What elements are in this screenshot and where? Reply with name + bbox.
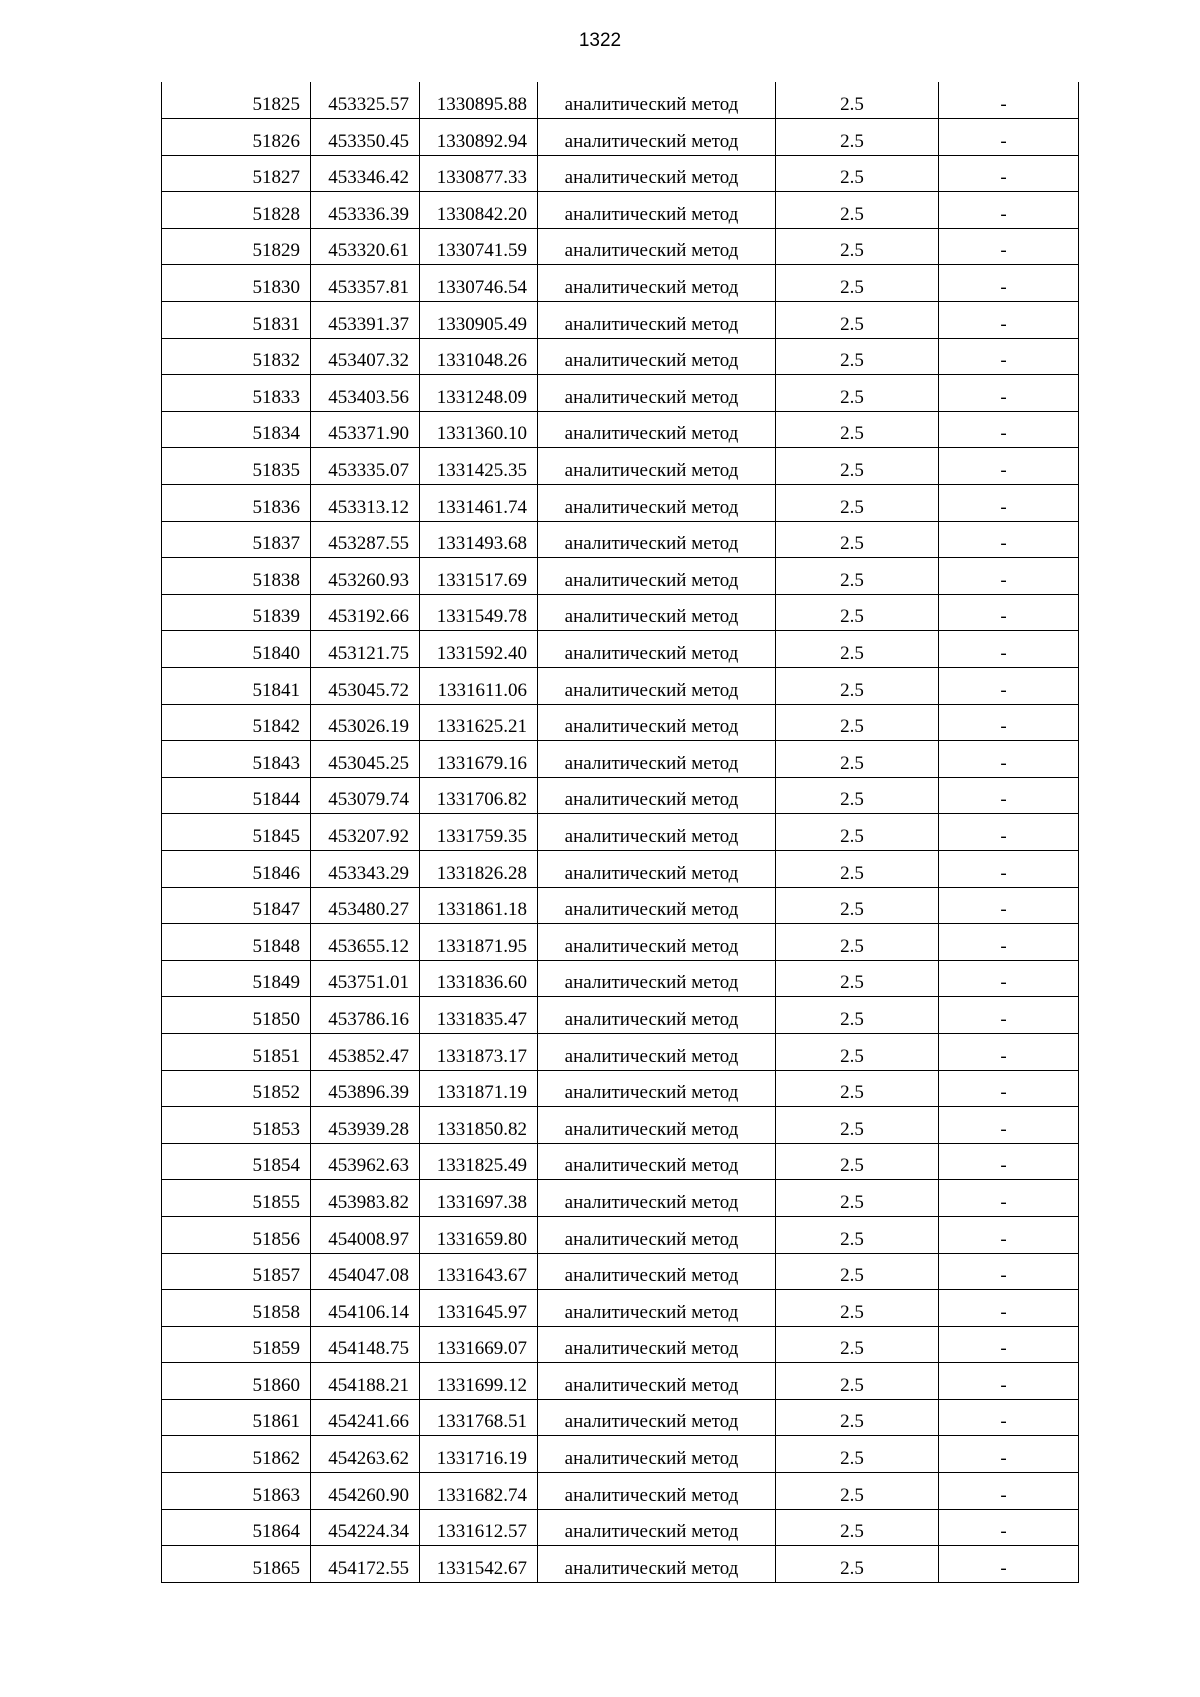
table-row (162, 1399, 1079, 1436)
point-number-cell: 51845 (162, 814, 311, 851)
note-cell: - (939, 192, 1079, 229)
method-cell: аналитический метод (538, 228, 776, 265)
y-coordinate-cell: 1331248.09 (420, 375, 538, 412)
x-coordinate-cell: 453121.75 (311, 631, 420, 668)
y-coordinate-cell: 1331643.67 (420, 1253, 538, 1290)
y-coordinate-cell: 1331669.07 (420, 1326, 538, 1363)
table-row (162, 302, 1079, 339)
x-coordinate-cell: 453079.74 (311, 777, 420, 814)
point-number-cell: 51856 (162, 1216, 311, 1253)
point-number-cell: 51862 (162, 1436, 311, 1473)
note-cell: - (939, 485, 1079, 522)
accuracy-cell: 2.5 (776, 119, 939, 156)
table-row (162, 704, 1079, 741)
y-coordinate-cell: 1331836.60 (420, 960, 538, 997)
note-cell: - (939, 1143, 1079, 1180)
accuracy-cell: 2.5 (776, 375, 939, 412)
point-number-cell: 51850 (162, 997, 311, 1034)
method-cell: аналитический метод (538, 448, 776, 485)
note-cell: - (939, 1473, 1079, 1510)
y-coordinate-cell: 1331871.95 (420, 924, 538, 961)
point-number-cell: 51847 (162, 887, 311, 924)
method-cell: аналитический метод (538, 814, 776, 851)
note-cell: - (939, 887, 1079, 924)
note-cell: - (939, 1070, 1079, 1107)
table-row (162, 1509, 1079, 1546)
point-number-cell: 51827 (162, 155, 311, 192)
point-number-cell: 51826 (162, 119, 311, 156)
note-cell: - (939, 1033, 1079, 1070)
note-cell: - (939, 1290, 1079, 1327)
point-number-cell: 51844 (162, 777, 311, 814)
method-cell: аналитический метод (538, 1253, 776, 1290)
method-cell: аналитический метод (538, 265, 776, 302)
point-number-cell: 51849 (162, 960, 311, 997)
x-coordinate-cell: 453407.32 (311, 338, 420, 375)
method-cell: аналитический метод (538, 485, 776, 522)
x-coordinate-cell: 453192.66 (311, 594, 420, 631)
x-coordinate-cell: 453357.81 (311, 265, 420, 302)
table-row (162, 448, 1079, 485)
accuracy-cell: 2.5 (776, 1070, 939, 1107)
y-coordinate-cell: 1331625.21 (420, 704, 538, 741)
note-cell: - (939, 521, 1079, 558)
y-coordinate-cell: 1331425.35 (420, 448, 538, 485)
y-coordinate-cell: 1331850.82 (420, 1107, 538, 1144)
method-cell: аналитический метод (538, 1107, 776, 1144)
y-coordinate-cell: 1330842.20 (420, 192, 538, 229)
accuracy-cell: 2.5 (776, 485, 939, 522)
method-cell: аналитический метод (538, 850, 776, 887)
method-cell: аналитический метод (538, 668, 776, 705)
method-cell: аналитический метод (538, 594, 776, 631)
y-coordinate-cell: 1330895.88 (420, 82, 538, 119)
point-number-cell: 51853 (162, 1107, 311, 1144)
method-cell: аналитический метод (538, 924, 776, 961)
point-number-cell: 51863 (162, 1473, 311, 1510)
accuracy-cell: 2.5 (776, 192, 939, 229)
x-coordinate-cell: 453350.45 (311, 119, 420, 156)
x-coordinate-cell: 453320.61 (311, 228, 420, 265)
y-coordinate-cell: 1331645.97 (420, 1290, 538, 1327)
note-cell: - (939, 338, 1079, 375)
x-coordinate-cell: 453045.25 (311, 741, 420, 778)
note-cell: - (939, 1253, 1079, 1290)
table-row (162, 741, 1079, 778)
y-coordinate-cell: 1331871.19 (420, 1070, 538, 1107)
table-row (162, 119, 1079, 156)
table-row (162, 1216, 1079, 1253)
note-cell: - (939, 1216, 1079, 1253)
y-coordinate-cell: 1331682.74 (420, 1473, 538, 1510)
point-number-cell: 51861 (162, 1399, 311, 1436)
x-coordinate-cell: 453045.72 (311, 668, 420, 705)
accuracy-cell: 2.5 (776, 558, 939, 595)
x-coordinate-cell: 453343.29 (311, 850, 420, 887)
x-coordinate-cell: 454008.97 (311, 1216, 420, 1253)
table-row (162, 1253, 1079, 1290)
x-coordinate-cell: 453346.42 (311, 155, 420, 192)
x-coordinate-cell: 453655.12 (311, 924, 420, 961)
accuracy-cell: 2.5 (776, 1399, 939, 1436)
table-row (162, 521, 1079, 558)
x-coordinate-cell: 453336.39 (311, 192, 420, 229)
point-number-cell: 51837 (162, 521, 311, 558)
note-cell: - (939, 558, 1079, 595)
accuracy-cell: 2.5 (776, 1546, 939, 1583)
table-row (162, 155, 1079, 192)
method-cell: аналитический метод (538, 1180, 776, 1217)
point-number-cell: 51859 (162, 1326, 311, 1363)
y-coordinate-cell: 1331549.78 (420, 594, 538, 631)
table-row (162, 375, 1079, 412)
y-coordinate-cell: 1330892.94 (420, 119, 538, 156)
accuracy-cell: 2.5 (776, 1180, 939, 1217)
y-coordinate-cell: 1331611.06 (420, 668, 538, 705)
point-number-cell: 51854 (162, 1143, 311, 1180)
method-cell: аналитический метод (538, 1290, 776, 1327)
table-row (162, 485, 1079, 522)
y-coordinate-cell: 1331542.67 (420, 1546, 538, 1583)
accuracy-cell: 2.5 (776, 814, 939, 851)
accuracy-cell: 2.5 (776, 82, 939, 119)
note-cell: - (939, 924, 1079, 961)
accuracy-cell: 2.5 (776, 521, 939, 558)
y-coordinate-cell: 1331679.16 (420, 741, 538, 778)
y-coordinate-cell: 1331697.38 (420, 1180, 538, 1217)
x-coordinate-cell: 453335.07 (311, 448, 420, 485)
point-number-cell: 51839 (162, 594, 311, 631)
method-cell: аналитический метод (538, 1070, 776, 1107)
accuracy-cell: 2.5 (776, 924, 939, 961)
note-cell: - (939, 1180, 1079, 1217)
method-cell: аналитический метод (538, 192, 776, 229)
accuracy-cell: 2.5 (776, 338, 939, 375)
accuracy-cell: 2.5 (776, 1363, 939, 1400)
point-number-cell: 51848 (162, 924, 311, 961)
note-cell: - (939, 448, 1079, 485)
accuracy-cell: 2.5 (776, 1473, 939, 1510)
point-number-cell: 51855 (162, 1180, 311, 1217)
note-cell: - (939, 119, 1079, 156)
point-number-cell: 51846 (162, 850, 311, 887)
accuracy-cell: 2.5 (776, 1436, 939, 1473)
method-cell: аналитический метод (538, 1033, 776, 1070)
x-coordinate-cell: 454172.55 (311, 1546, 420, 1583)
x-coordinate-cell: 453480.27 (311, 887, 420, 924)
y-coordinate-cell: 1331360.10 (420, 411, 538, 448)
x-coordinate-cell: 453391.37 (311, 302, 420, 339)
point-number-cell: 51828 (162, 192, 311, 229)
note-cell: - (939, 668, 1079, 705)
accuracy-cell: 2.5 (776, 594, 939, 631)
accuracy-cell: 2.5 (776, 668, 939, 705)
table-row (162, 594, 1079, 631)
accuracy-cell: 2.5 (776, 887, 939, 924)
note-cell: - (939, 1509, 1079, 1546)
method-cell: аналитический метод (538, 777, 776, 814)
note-cell: - (939, 850, 1079, 887)
accuracy-cell: 2.5 (776, 1216, 939, 1253)
method-cell: аналитический метод (538, 887, 776, 924)
method-cell: аналитический метод (538, 1509, 776, 1546)
y-coordinate-cell: 1330877.33 (420, 155, 538, 192)
method-cell: аналитический метод (538, 631, 776, 668)
method-cell: аналитический метод (538, 1436, 776, 1473)
table-row (162, 814, 1079, 851)
note-cell: - (939, 375, 1079, 412)
table-row (162, 1107, 1079, 1144)
table-row (162, 1326, 1079, 1363)
note-cell: - (939, 997, 1079, 1034)
method-cell: аналитический метод (538, 741, 776, 778)
method-cell: аналитический метод (538, 1546, 776, 1583)
y-coordinate-cell: 1331592.40 (420, 631, 538, 668)
coordinates-table (161, 82, 1079, 1583)
accuracy-cell: 2.5 (776, 1107, 939, 1144)
x-coordinate-cell: 454263.62 (311, 1436, 420, 1473)
note-cell: - (939, 1436, 1079, 1473)
y-coordinate-cell: 1330905.49 (420, 302, 538, 339)
method-cell: аналитический метод (538, 1216, 776, 1253)
method-cell: аналитический метод (538, 119, 776, 156)
table-row (162, 887, 1079, 924)
x-coordinate-cell: 453313.12 (311, 485, 420, 522)
point-number-cell: 51852 (162, 1070, 311, 1107)
x-coordinate-cell: 453962.63 (311, 1143, 420, 1180)
y-coordinate-cell: 1330746.54 (420, 265, 538, 302)
method-cell: аналитический метод (538, 704, 776, 741)
point-number-cell: 51836 (162, 485, 311, 522)
note-cell: - (939, 1546, 1079, 1583)
table-row (162, 265, 1079, 302)
note-cell: - (939, 155, 1079, 192)
x-coordinate-cell: 454047.08 (311, 1253, 420, 1290)
note-cell: - (939, 741, 1079, 778)
method-cell: аналитический метод (538, 82, 776, 119)
y-coordinate-cell: 1331826.28 (420, 850, 538, 887)
point-number-cell: 51857 (162, 1253, 311, 1290)
y-coordinate-cell: 1331048.26 (420, 338, 538, 375)
point-number-cell: 51864 (162, 1509, 311, 1546)
accuracy-cell: 2.5 (776, 1326, 939, 1363)
point-number-cell: 51834 (162, 411, 311, 448)
method-cell: аналитический метод (538, 375, 776, 412)
accuracy-cell: 2.5 (776, 302, 939, 339)
x-coordinate-cell: 454106.14 (311, 1290, 420, 1327)
accuracy-cell: 2.5 (776, 1253, 939, 1290)
table-row (162, 338, 1079, 375)
note-cell: - (939, 777, 1079, 814)
x-coordinate-cell: 453287.55 (311, 521, 420, 558)
x-coordinate-cell: 453026.19 (311, 704, 420, 741)
table-row (162, 960, 1079, 997)
x-coordinate-cell: 454241.66 (311, 1399, 420, 1436)
accuracy-cell: 2.5 (776, 741, 939, 778)
method-cell: аналитический метод (538, 1473, 776, 1510)
accuracy-cell: 2.5 (776, 1290, 939, 1327)
table-row (162, 1546, 1079, 1583)
note-cell: - (939, 302, 1079, 339)
table-row (162, 411, 1079, 448)
point-number-cell: 51832 (162, 338, 311, 375)
table-row (162, 1290, 1079, 1327)
table-row (162, 1180, 1079, 1217)
note-cell: - (939, 228, 1079, 265)
y-coordinate-cell: 1331873.17 (420, 1033, 538, 1070)
accuracy-cell: 2.5 (776, 1509, 939, 1546)
point-number-cell: 51841 (162, 668, 311, 705)
y-coordinate-cell: 1331861.18 (420, 887, 538, 924)
y-coordinate-cell: 1331706.82 (420, 777, 538, 814)
point-number-cell: 51843 (162, 741, 311, 778)
note-cell: - (939, 1363, 1079, 1400)
point-number-cell: 51825 (162, 82, 311, 119)
page-number: 1322 (578, 30, 622, 51)
note-cell: - (939, 594, 1079, 631)
method-cell: аналитический метод (538, 302, 776, 339)
x-coordinate-cell: 454188.21 (311, 1363, 420, 1400)
y-coordinate-cell: 1331699.12 (420, 1363, 538, 1400)
accuracy-cell: 2.5 (776, 265, 939, 302)
table-row (162, 192, 1079, 229)
accuracy-cell: 2.5 (776, 777, 939, 814)
x-coordinate-cell: 453983.82 (311, 1180, 420, 1217)
note-cell: - (939, 1107, 1079, 1144)
point-number-cell: 51840 (162, 631, 311, 668)
method-cell: аналитический метод (538, 1326, 776, 1363)
point-number-cell: 51865 (162, 1546, 311, 1583)
method-cell: аналитический метод (538, 521, 776, 558)
accuracy-cell: 2.5 (776, 155, 939, 192)
accuracy-cell: 2.5 (776, 997, 939, 1034)
point-number-cell: 51833 (162, 375, 311, 412)
accuracy-cell: 2.5 (776, 1143, 939, 1180)
method-cell: аналитический метод (538, 558, 776, 595)
table-row (162, 1070, 1079, 1107)
x-coordinate-cell: 453207.92 (311, 814, 420, 851)
x-coordinate-cell: 454224.34 (311, 1509, 420, 1546)
table-row (162, 558, 1079, 595)
note-cell: - (939, 960, 1079, 997)
table-row (162, 1436, 1079, 1473)
y-coordinate-cell: 1331517.69 (420, 558, 538, 595)
table-row (162, 997, 1079, 1034)
method-cell: аналитический метод (538, 1363, 776, 1400)
table-row (162, 228, 1079, 265)
method-cell: аналитический метод (538, 1143, 776, 1180)
x-coordinate-cell: 453260.93 (311, 558, 420, 595)
method-cell: аналитический метод (538, 960, 776, 997)
y-coordinate-cell: 1331659.80 (420, 1216, 538, 1253)
point-number-cell: 51829 (162, 228, 311, 265)
y-coordinate-cell: 1330741.59 (420, 228, 538, 265)
method-cell: аналитический метод (538, 338, 776, 375)
method-cell: аналитический метод (538, 411, 776, 448)
x-coordinate-cell: 453403.56 (311, 375, 420, 412)
x-coordinate-cell: 454260.90 (311, 1473, 420, 1510)
table-row (162, 1143, 1079, 1180)
table-row (162, 82, 1079, 119)
x-coordinate-cell: 453786.16 (311, 997, 420, 1034)
accuracy-cell: 2.5 (776, 411, 939, 448)
table-body (162, 82, 1079, 1582)
accuracy-cell: 2.5 (776, 1033, 939, 1070)
point-number-cell: 51851 (162, 1033, 311, 1070)
table-row (162, 631, 1079, 668)
note-cell: - (939, 631, 1079, 668)
note-cell: - (939, 704, 1079, 741)
point-number-cell: 51842 (162, 704, 311, 741)
note-cell: - (939, 1399, 1079, 1436)
x-coordinate-cell: 453852.47 (311, 1033, 420, 1070)
y-coordinate-cell: 1331716.19 (420, 1436, 538, 1473)
method-cell: аналитический метод (538, 997, 776, 1034)
point-number-cell: 51838 (162, 558, 311, 595)
x-coordinate-cell: 453939.28 (311, 1107, 420, 1144)
note-cell: - (939, 814, 1079, 851)
y-coordinate-cell: 1331493.68 (420, 521, 538, 558)
accuracy-cell: 2.5 (776, 704, 939, 741)
accuracy-cell: 2.5 (776, 631, 939, 668)
accuracy-cell: 2.5 (776, 960, 939, 997)
table-row (162, 1363, 1079, 1400)
point-number-cell: 51830 (162, 265, 311, 302)
method-cell: аналитический метод (538, 1399, 776, 1436)
accuracy-cell: 2.5 (776, 448, 939, 485)
table-row (162, 924, 1079, 961)
point-number-cell: 51858 (162, 1290, 311, 1327)
y-coordinate-cell: 1331768.51 (420, 1399, 538, 1436)
method-cell: аналитический метод (538, 155, 776, 192)
table-row (162, 1033, 1079, 1070)
x-coordinate-cell: 453896.39 (311, 1070, 420, 1107)
table-row (162, 668, 1079, 705)
accuracy-cell: 2.5 (776, 228, 939, 265)
table-row (162, 777, 1079, 814)
point-number-cell: 51835 (162, 448, 311, 485)
y-coordinate-cell: 1331461.74 (420, 485, 538, 522)
point-number-cell: 51860 (162, 1363, 311, 1400)
table-row (162, 850, 1079, 887)
note-cell: - (939, 1326, 1079, 1363)
x-coordinate-cell: 454148.75 (311, 1326, 420, 1363)
note-cell: - (939, 82, 1079, 119)
x-coordinate-cell: 453751.01 (311, 960, 420, 997)
table-row (162, 1473, 1079, 1510)
x-coordinate-cell: 453325.57 (311, 82, 420, 119)
accuracy-cell: 2.5 (776, 850, 939, 887)
y-coordinate-cell: 1331759.35 (420, 814, 538, 851)
y-coordinate-cell: 1331835.47 (420, 997, 538, 1034)
x-coordinate-cell: 453371.90 (311, 411, 420, 448)
note-cell: - (939, 411, 1079, 448)
point-number-cell: 51831 (162, 302, 311, 339)
y-coordinate-cell: 1331825.49 (420, 1143, 538, 1180)
y-coordinate-cell: 1331612.57 (420, 1509, 538, 1546)
note-cell: - (939, 265, 1079, 302)
